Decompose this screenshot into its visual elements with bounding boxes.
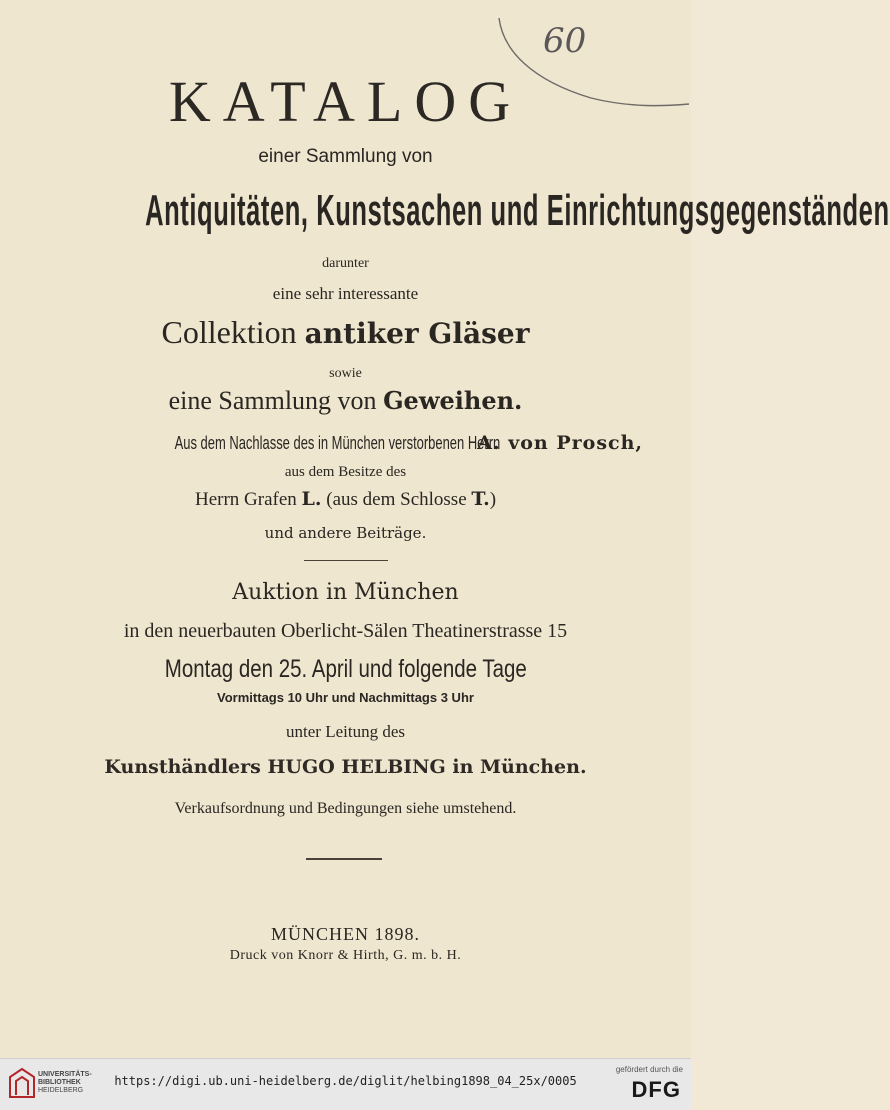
darunter-text: darunter [322,256,369,271]
library-line-3: HEIDELBERG [38,1087,84,1094]
nachlass-name: A. von Prosch, [477,432,644,454]
catalog-title: KATALOG [168,69,523,134]
funding-caption: gefördert durch die [615,1065,683,1074]
date-text: Montag den 25. April und folgende Tage [164,655,527,683]
auctioneer-prefix: Kunsthändlers [104,756,261,778]
date-line [0,655,691,684]
subtitle: einer Sammlung von [258,146,433,167]
grafen-l: L. [301,488,322,510]
nachlass-line [0,432,691,454]
grafen-t: T. [471,488,490,510]
divider-bottom [306,858,382,860]
sowie-text: sowie [329,366,362,381]
oberlicht-text: in den neuerbauten Oberlicht-Sälen Theatinerstrasse 15 [123,620,568,642]
auctioneer-line [0,756,691,778]
city-year: MÜNCHEN 1898. [270,924,420,944]
interessante-text: eine sehr interessante [272,284,419,303]
sammlung-heading [0,386,691,416]
collektion-prefix: Collektion [161,314,297,350]
besitze-text: aus dem Besitze des [284,464,407,480]
library-line-2: BIBLIOTHEK [38,1079,81,1086]
permalink-url[interactable]: https://digi.ub.uni-heidelberg.de/diglit/helbing1898_04_25x/0005 [114,1074,577,1088]
grafen-text-2: (aus dem Schlosse [326,489,467,510]
dfg-logo: DFG [631,1077,681,1102]
divider-top [304,560,388,561]
grafen-text-1: Herrn Grafen [194,489,297,510]
footer-bar [0,1058,691,1110]
library-line-1: UNIVERSITÄTS- [38,1071,92,1078]
grafen-text-3: ) [489,489,497,510]
sammlung-bold: Geweihen. [383,386,523,415]
auctioneer-name: HUGO HELBING [267,756,446,778]
andere-text: und andere Beiträge. [264,524,427,542]
auctioneer-suffix: in München. [452,756,587,778]
collektion-bold: antiker Gläser [304,317,530,350]
auktion-heading: Auktion in München [232,580,459,605]
printer-line: Druck von Knorr & Hirth, G. m. b. H. [229,948,462,963]
time-line: Vormittags 10 Uhr und Nachmittags 3 Uhr [217,690,474,705]
pencil-note: 60 [543,21,587,61]
sammlung-prefix: eine Sammlung von [168,386,377,415]
nachlass-prefix: Aus dem Nachlasse des in München verstorbenen Herrn [174,433,501,453]
conditions-text: Verkaufsordnung und Bedingungen siehe umstehend. [174,800,517,817]
grafen-line [0,488,691,511]
main-heading: Antiquitäten, Kunstsachen und Einrichtungsgegenständen [145,186,890,235]
collektion-heading [0,314,691,351]
leitung-text: unter Leitung des [286,722,405,741]
